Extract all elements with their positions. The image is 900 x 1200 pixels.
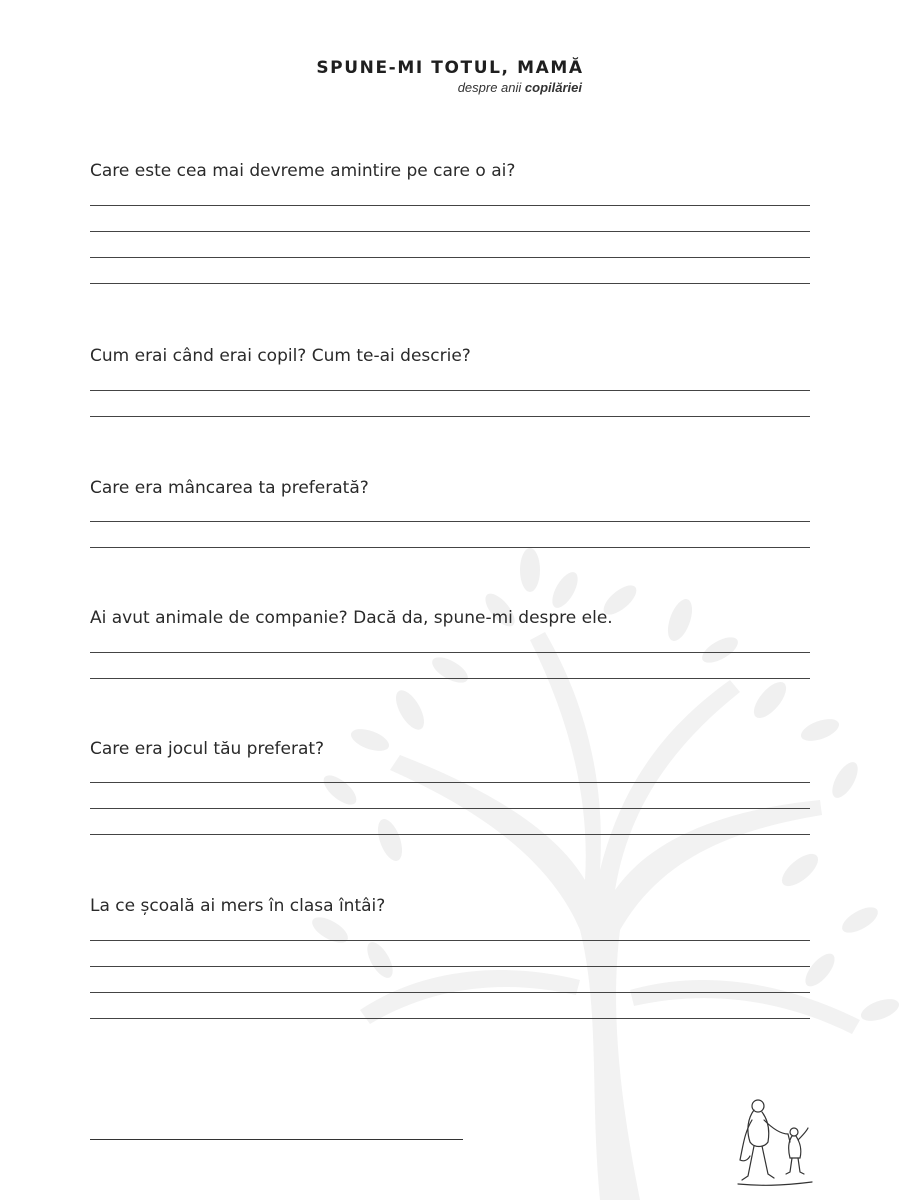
answer-line[interactable] [90, 283, 810, 284]
answer-line[interactable] [90, 992, 810, 993]
answer-line[interactable] [90, 834, 810, 835]
page-subtitle [458, 80, 582, 95]
question-block [90, 737, 810, 835]
answer-line[interactable] [90, 257, 810, 258]
mother-child-illustration [730, 1090, 820, 1190]
answer-line[interactable] [90, 808, 810, 809]
question-block [90, 476, 810, 548]
subtitle-emphasis: copilăriei [524, 80, 582, 95]
answer-line[interactable] [90, 390, 810, 391]
question-text: Care era jocul tău preferat? [90, 739, 325, 759]
question-text: Ai avut animale de companie? Dacă da, spune-mi despre ele. [90, 608, 613, 628]
question-text: Cum erai când erai copil? Cum te-ai descrie? [90, 346, 471, 366]
answer-line[interactable] [90, 231, 810, 232]
question-text: Care era mâncarea ta preferată? [90, 478, 369, 498]
answer-line[interactable] [90, 521, 810, 522]
question-block [90, 159, 810, 284]
answer-line[interactable] [90, 966, 810, 967]
answer-line[interactable] [90, 652, 810, 653]
answer-line[interactable] [90, 416, 810, 417]
subtitle-prefix: despre anii [457, 80, 522, 95]
answer-line[interactable] [90, 678, 810, 679]
question-block [90, 606, 810, 679]
question-block [90, 344, 810, 417]
answer-line[interactable] [90, 547, 810, 548]
signature-line[interactable] [90, 1139, 463, 1140]
answer-line[interactable] [90, 940, 810, 941]
question-block [90, 894, 810, 1019]
question-text: Care este cea mai devreme amintire pe care o ai? [90, 161, 516, 181]
question-text: La ce școală ai mers în clasa întâi? [90, 896, 386, 916]
answer-line[interactable] [90, 1018, 810, 1019]
answer-line[interactable] [90, 782, 810, 783]
page-header [0, 58, 900, 95]
answer-line[interactable] [90, 205, 810, 206]
page-title: SPUNE-MI TOTUL, MAMĂ [316, 58, 584, 78]
